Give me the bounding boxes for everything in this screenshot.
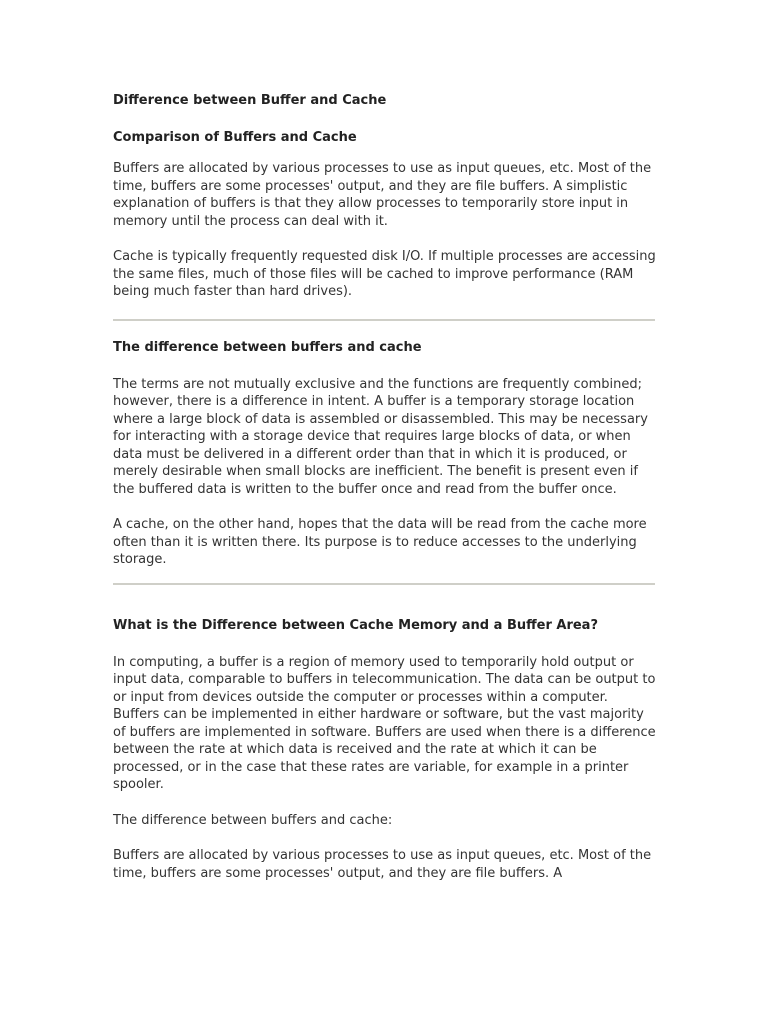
section-heading-cache-memory: What is the Difference between Cache Memory and a Buffer Area?: [113, 617, 598, 633]
section-heading-comparison: Comparison of Buffers and Cache: [113, 130, 357, 145]
paragraph: In computing, a buffer is a region of memory used to temporarily hold output or input data, comparable to buffers in telecommunication. The data can be output to or input from devices outside the computer or processes within a computer. Buffers can be implemented in either hardware or software, but the vast majority of buffers are implemented in software. Buffers are used when there is a difference between the rate at which data is received and the rate at which it can be processed, or in the case that these rates are variable, for example in a printer spooler.: [113, 654, 656, 792]
paragraph: Buffers are allocated by various processes to use as input queues, etc. Most of the time, buffers are some processes' output, and they are file buffers. A simplistic explanation of buffers is that they allow processes to temporarily store input in memory until the process can deal with it.: [113, 161, 652, 229]
paragraph: The difference between buffers and cache:: [113, 812, 393, 828]
paragraph: Cache is typically frequently requested disk I/O. If multiple processes are accessing the same files, much of those files will be cached to improve performance (RAM being much faster than hard drives).: [113, 249, 656, 299]
paragraph: A cache, on the other hand, hopes that the data will be read from the cache more often than it is written there. Its purpose is to reduce accesses to the underlying storage.: [113, 517, 647, 567]
document-title: Difference between Buffer and Cache: [113, 93, 387, 108]
section-heading-difference: The difference between buffers and cache: [113, 339, 422, 355]
paragraph: The terms are not mutually exclusive and the functions are frequently combined; however, there is a difference in intent. A buffer is a temporary storage location where a large block of data is assembled or disassembled. This may be necessary for interacting with a storage device that requires large blocks of data, or when data must be delivered in a different order than that in which it is produced, or merely desirable when small blocks are inefficient. The benefit is present even if the buffered data is written to the buffer once and read from the buffer once.: [113, 376, 648, 497]
document-page: [113, 92, 658, 882]
paragraph: Buffers are allocated by various processes to use as input queues, etc. Most of the time, buffers are some processes' output, and they are file buffers. A: [113, 848, 652, 881]
